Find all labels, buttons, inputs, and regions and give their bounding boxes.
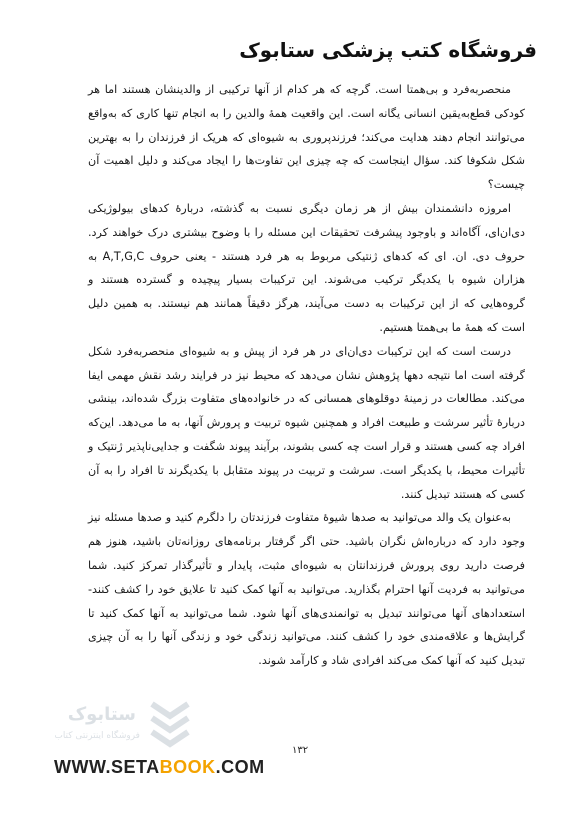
paragraph-2: امروزه دانشمندان بیش از هر زمان دیگری نسبت به گذشته، دربارهٔ کدهای بیولوژیکی دی‌ان‌ای، آگاه‌اند و باوجود پیشرفت تحقیقات این مسئله را با وضوح بیشتری درک خواهند کرد. حروف دی. ان. ای که کدهای ژنتیکی مربوط به هر فرد هستند - یعنی حروف A,T,G,C به هزاران شیوه با یکدیگر ترکیب می‌شوند. این ترکیبات بسیار پیچیده و گسترده هستند و گروه‌هایی که از این ترکیبات به دست می‌آیند، هرگز دقیقاً همانند هم نیستند. به همین دلیل است که همهٔ ما بی‌همتا هستیم.: [88, 201, 526, 334]
paragraph-3: درست است که این ترکیبات دی‌ان‌ای در هر فرد از پیش و به شیوه‌ای منحصربه‌فرد شکل گرفته است اما نتیجه دهها پژوهش نشان می‌دهد که محیط نیز در فرایند رشد نقش مهمی ایفا می‌کند. مطالعات در زمینهٔ دوقلوهای همسانی که در خانواده‌های متفاوت بزرگ شده‌اند، بینشی دربارهٔ تأثیر سرشت و طبیعت افراد و همچنین شیوه تربیت و پرورش آنها، به ما می‌دهد. این‌که افراد چه کسی هستند و قرار است چه کسی بشوند، برآیند پیوند شگفت و جدایی‌ناپذیر ژنتیک و تأثیرات محیط، با یکدیگر است. سرشت و تربیت در پیوند متقابل با یکدیگرند تا افراد را به آن کسی که هستند تبدیل کنند.: [88, 344, 525, 501]
site-url[interactable]: [54, 757, 265, 778]
paragraph-4: به‌عنوان یک والد می‌توانید به صدها شیوهٔ متفاوت فرزندتان را دلگرم کنید و صدها مسئله نیز وجود دارد که درباره‌اش نگران باشید. حتی اگر گرفتار برنامه‌های روزانه‌تان باشید، هنوز هم فرصت دارید روی پرورش فرزندانتان به شیوه‌ای مثبت، پایدار و تأثیرگذار تمرکز کنید. شما می‌توانید به فردیت آنها احترام بگذارید. می‌توانید به آنها کمک کنید تا علایق خود را کشف کنند- استعدادهای آنها می‌توانند تبدیل به توانمندی‌های آنها شود. شما می‌توانید به آنها کمک کنید تا گرایش‌ها و علاقه‌مندی خود را کشف کنند. می‌توانید زندگی خود و زندگی آنها را به آن چیزی تبدیل کنید که آنها کمک می‌کند افرادی شاد و کارآمد شوند.: [88, 511, 525, 668]
setabook-watermark-logo: [40, 690, 230, 750]
page-header-title: فروشگاه کتب پزشکی ستابوک: [239, 38, 537, 62]
watermark-logo-text: ستابوک: [67, 704, 136, 725]
page-number: ۱۳۲: [292, 745, 309, 756]
chevron-stack-icon: [152, 704, 188, 744]
watermark-tagline: فروشگاه اینترنتی کتاب: [54, 731, 140, 741]
site-url-accent: BOOK: [159, 757, 216, 777]
body-text: [88, 78, 525, 673]
site-url-prefix: WWW.SETA: [54, 757, 160, 777]
site-url-suffix: .COM: [215, 757, 265, 777]
paragraph-1: منحصربه‌فرد و بی‌همتا است. گرچه که هر کدام از آنها ترکیبی از والدینشان هستند اما هر کودکی قطع‌به‌یقین انسانی یگانه است. این واقعیت همهٔ والدین را به انجام تنها کاری که به‌واقع می‌توانند انجام دهند هدایت می‌کند؛ فرزندپروری به شیوه‌ای که هریک از فرزندان را به بهترین شکل شکوفا کند. سؤال اینجاست که چه چیزی این تفاوت‌ها را ایجاد می‌کند و دلیل اهمیت آن چیست؟: [88, 83, 525, 192]
